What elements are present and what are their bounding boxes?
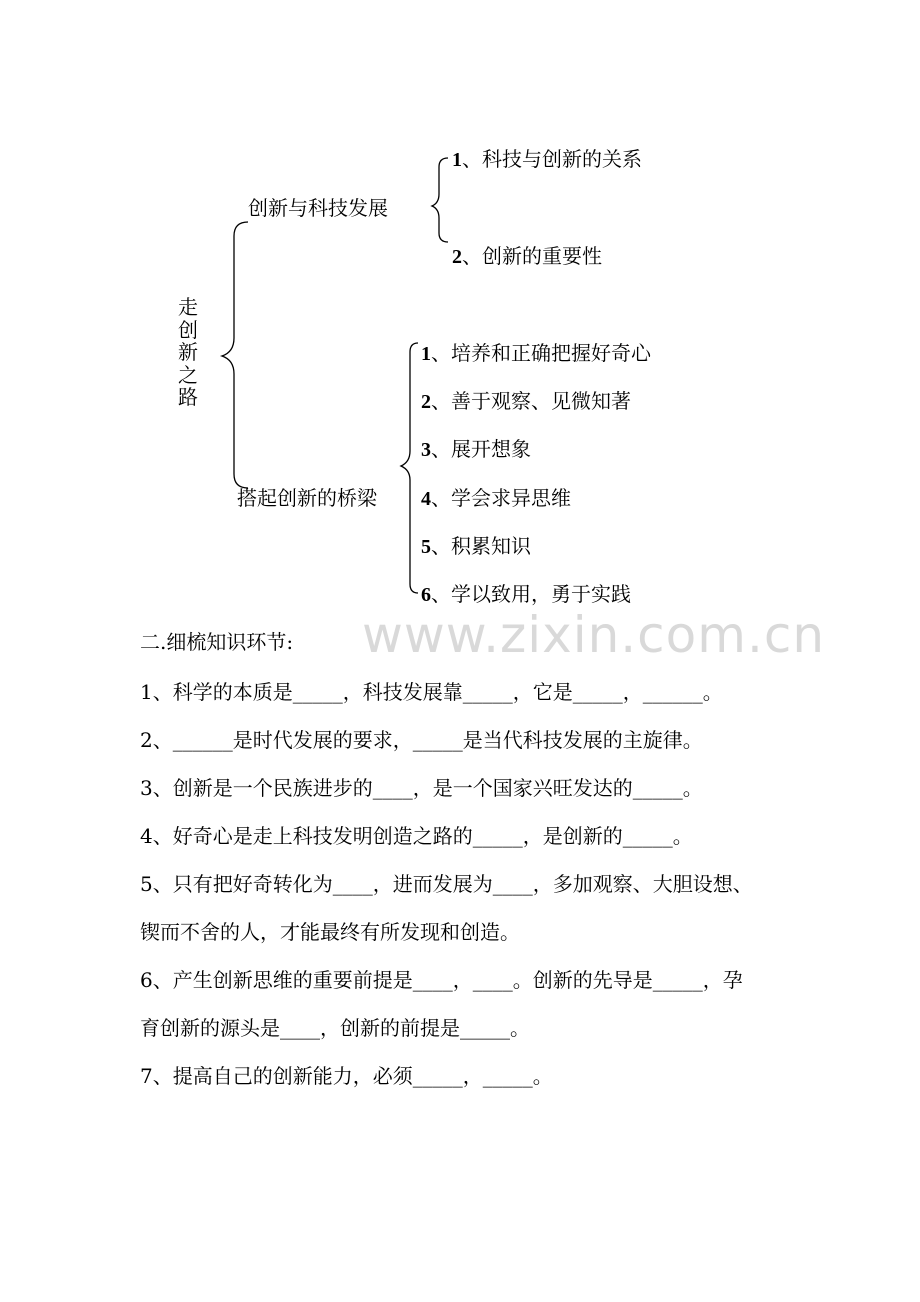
question-line: 2、______是时代发展的要求，_____是当代科技发展的主旋律。 <box>140 728 703 752</box>
question-line: 6、产生创新思维的重要前提是____，____。创新的先导是_____，孕 <box>140 968 743 992</box>
item-number: 3 <box>421 439 431 461</box>
branch1-brace <box>432 158 448 242</box>
branch1-item <box>452 147 642 172</box>
root-char: 创 <box>178 317 198 342</box>
item-text: 、创新的重要性 <box>462 244 602 268</box>
item-number: 2 <box>452 246 462 268</box>
question-line: 育创新的源头是____，创新的前提是_____。 <box>140 1016 530 1040</box>
question-line: 3、创新是一个民族进步的____，是一个国家兴旺发达的_____。 <box>140 776 703 800</box>
root-char: 之 <box>178 362 198 387</box>
root-char: 走 <box>178 295 198 319</box>
root-brace <box>222 222 248 488</box>
item-text: 、积累知识 <box>431 534 531 558</box>
branch2-item <box>421 437 531 462</box>
question-line: 5、只有把好奇转化为____，进而发展为____，多加观察、大胆设想、 <box>140 872 753 896</box>
item-number: 4 <box>421 488 431 510</box>
item-text: 、展开想象 <box>431 437 531 461</box>
branch1-item <box>452 244 602 269</box>
branch1-title: 创新与科技发展 <box>248 196 388 220</box>
item-text: 、善于观察、见微知著 <box>431 389 631 413</box>
question-line: 1、科学的本质是_____，科技发展靠_____，它是_____，______。 <box>140 680 723 704</box>
root-label <box>176 296 200 409</box>
question-line: 4、好奇心是走上科技发明创造之路的_____，是创新的_____。 <box>140 824 693 848</box>
root-char: 新 <box>178 340 198 364</box>
item-number: 1 <box>452 149 462 171</box>
item-text: 、学以致用，勇于实践 <box>431 582 631 606</box>
branch2-title: 搭起创新的桥梁 <box>237 486 377 510</box>
item-number: 6 <box>421 584 431 606</box>
branch2-item <box>421 486 571 511</box>
item-number: 5 <box>421 536 431 558</box>
question-line: 锲而不舍的人，才能最终有所发现和创造。 <box>140 920 520 944</box>
branch2-item <box>421 582 631 607</box>
branch2-item <box>421 534 531 559</box>
watermark: www.zixin.com.cn <box>362 606 826 664</box>
item-number: 1 <box>421 343 431 365</box>
branch2-item <box>421 341 651 366</box>
item-text: 、学会求异思维 <box>431 486 571 510</box>
root-char: 路 <box>178 385 198 409</box>
item-text: 、培养和正确把握好奇心 <box>431 341 651 365</box>
branch2-item <box>421 389 631 414</box>
item-text: 、科技与创新的关系 <box>462 147 642 171</box>
branch2-brace <box>401 343 418 593</box>
question-line: 7、提高自己的创新能力，必须_____，_____。 <box>140 1064 553 1088</box>
section-heading: 二.细梳知识环节: <box>140 630 294 654</box>
item-number: 2 <box>421 391 431 413</box>
